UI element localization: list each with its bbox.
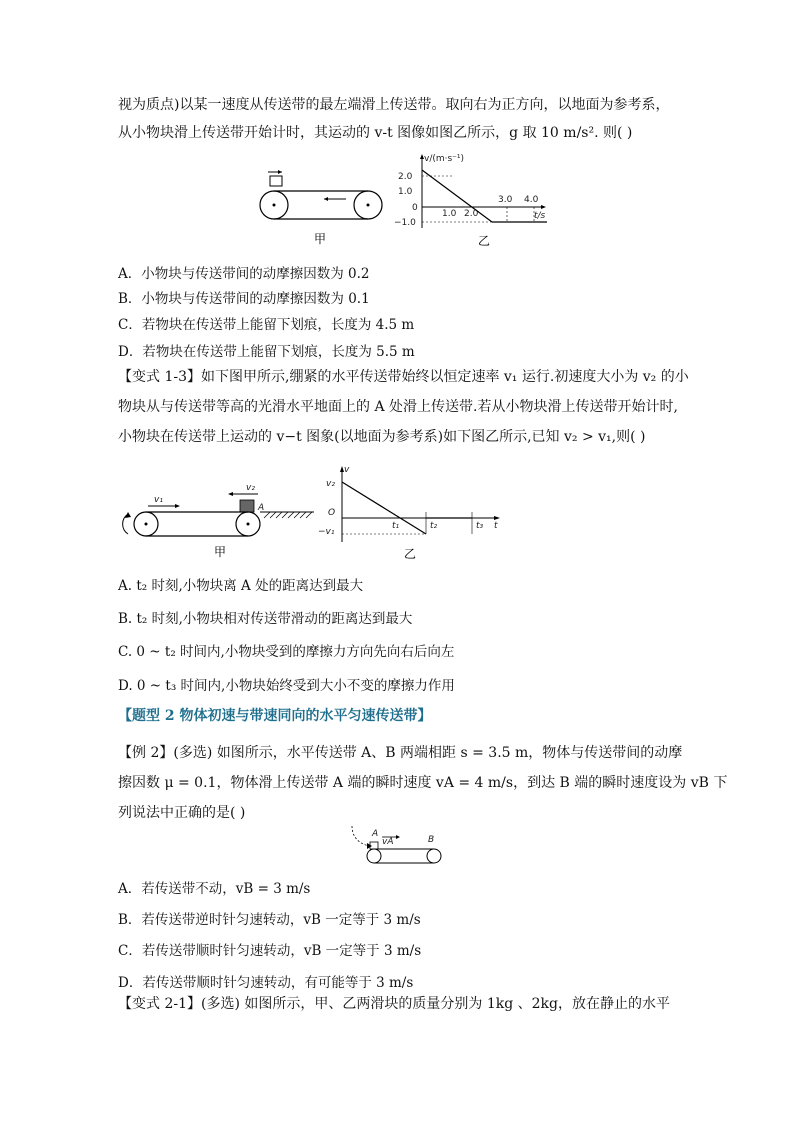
q1-vt-graph [392, 150, 562, 250]
q2-origin: O [328, 508, 336, 518]
q2-v2-tick: v₂ [326, 479, 335, 489]
q3-option-b: B．若传送带逆时针匀速转动，vB 一定等于 3 m/s [118, 912, 421, 928]
q1-ytick-neg1: −1.0 [394, 218, 416, 228]
q2-belt-figure [118, 476, 318, 561]
q3-a-label: A [372, 829, 379, 839]
q2-v1-label: v₁ [154, 495, 163, 505]
q1-graph-ylabel: v/(m·s⁻¹) [424, 154, 465, 164]
q1-fig-right-label: 乙 [478, 234, 491, 248]
q2-v2-label: v₂ [246, 483, 255, 493]
q1-line1: 视为质点)以某一速度从传送带的最左端滑上传送带。取向右为正方向，以地面为参考系， [118, 97, 670, 113]
q2-line3: 小物块在传送带上运动的 v−t 图象(以地面为参考系)如下图乙所示,已知 v₂ > v₁,则( ) [118, 429, 646, 445]
q3-left-wheel-icon [367, 849, 381, 863]
q1-xtick-1: 1.0 [442, 209, 457, 219]
q2-t2-tick: t₂ [430, 521, 438, 531]
q1-xtick-3: 3.0 [498, 195, 513, 205]
q1-graph-xlabel: t/s [534, 211, 546, 221]
q2-graph-ylabel: v [344, 465, 350, 475]
q3-option-c: C．若传送带顺时针匀速转动，vB 一定等于 3 m/s [118, 943, 422, 959]
q2-graph-xlabel: t [494, 521, 498, 531]
q3-b-label: B [428, 835, 435, 845]
q1-option-b: B．小物块与传送带间的动摩擦因数为 0.1 [118, 291, 370, 307]
q3-line1: 【例 2】(多选) 如图所示，水平传送带 A、B 两端相距 s = 3.5 m，物体与传送带间的动摩 [118, 745, 683, 761]
q3-line3: 列说法中正确的是( ) [118, 805, 246, 821]
q2-option-b: B. t₂ 时刻,小物块相对传送带滑动的距离达到最大 [118, 611, 413, 627]
q3-belt-figure [342, 822, 452, 870]
q2-a-label: A [258, 503, 265, 513]
q1-xtick-2: 2.0 [464, 209, 479, 219]
section-title: 【题型 2 物体初速与带速同向的水平匀速传送带】 [118, 708, 432, 724]
q2-option-c: C. 0 ~ t₂ 时间内,小物块受到的摩擦力方向先向右后向左 [118, 644, 455, 660]
q4-line1: 【变式 2-1】(多选) 如图所示，甲、乙两滑块的质量分别为 1kg 、2kg，放在静止的水平 [118, 996, 670, 1012]
q3-block-icon [370, 842, 378, 849]
q3-right-wheel-icon [427, 849, 441, 863]
q1-belt-figure [250, 168, 390, 248]
q2-graph-line-descending [342, 482, 426, 534]
q1-graph-line-descending [422, 170, 492, 222]
q3-option-d: D．若传送带顺时针匀速转动，有可能等于 3 m/s [118, 975, 414, 991]
q1-line2: 从小物块滑上传送带开始计时，其运动的 v-t 图像如图乙所示，g 取 10 m/s². 则( ) [118, 125, 633, 141]
q1-option-c: C．若物块在传送带上能留下划痕，长度为 4.5 m [118, 317, 415, 333]
q1-xtick-4: 4.0 [524, 195, 539, 205]
q2-option-a: A. t₂ 时刻,小物块离 A 处的距离达到最大 [118, 578, 364, 594]
q1-fig-left-label: 甲 [314, 232, 327, 246]
slide-path-icon [352, 826, 370, 846]
q2-line2: 物块从与传送带等高的光滑水平地面上的 A 处滑上传送带.若从小物块滑上传送带开始计时, [118, 399, 678, 415]
q1-option-d: D．若物块在传送带上能留下划痕，长度为 5.5 m [118, 344, 415, 360]
q1-ytick-2: 2.0 [398, 172, 413, 182]
q2-vt-graph [316, 462, 506, 562]
q2-neg-v1-tick: −v₁ [318, 527, 335, 537]
q2-fig-left-label: 甲 [214, 545, 227, 559]
q1-option-a: A．小物块与传送带间的动摩擦因数为 0.2 [118, 266, 370, 282]
q1-ytick-1: 1.0 [398, 187, 413, 197]
q2-t1-tick: t₁ [392, 521, 400, 531]
belt-direction-arrow-icon [324, 197, 328, 201]
q2-fig-right-label: 乙 [404, 547, 417, 561]
q3-line2: 擦因数 μ = 0.1，物体滑上传送带 A 端的瞬时速度 vA = 4 m/s，到达 B 端的瞬时速度设为 vB 下 [118, 775, 728, 791]
q2-line1: 【变式 1-3】如下图甲所示,绷紧的水平传送带始终以恒定速率 v₁ 运行.初速度大小为 v₂ 的小 [118, 369, 689, 385]
q1-ytick-0: 0 [412, 203, 418, 213]
q2-option-d: D. 0 ~ t₃ 时间内,小物块始终受到大小不变的摩擦力作用 [118, 678, 455, 694]
q2-t3-tick: t₃ [476, 521, 484, 531]
block-a-icon [240, 500, 254, 512]
q3-option-a: A．若传送带不动，vB = 3 m/s [118, 881, 311, 897]
block-icon [270, 176, 282, 186]
q3-va-label: vA [382, 837, 394, 847]
